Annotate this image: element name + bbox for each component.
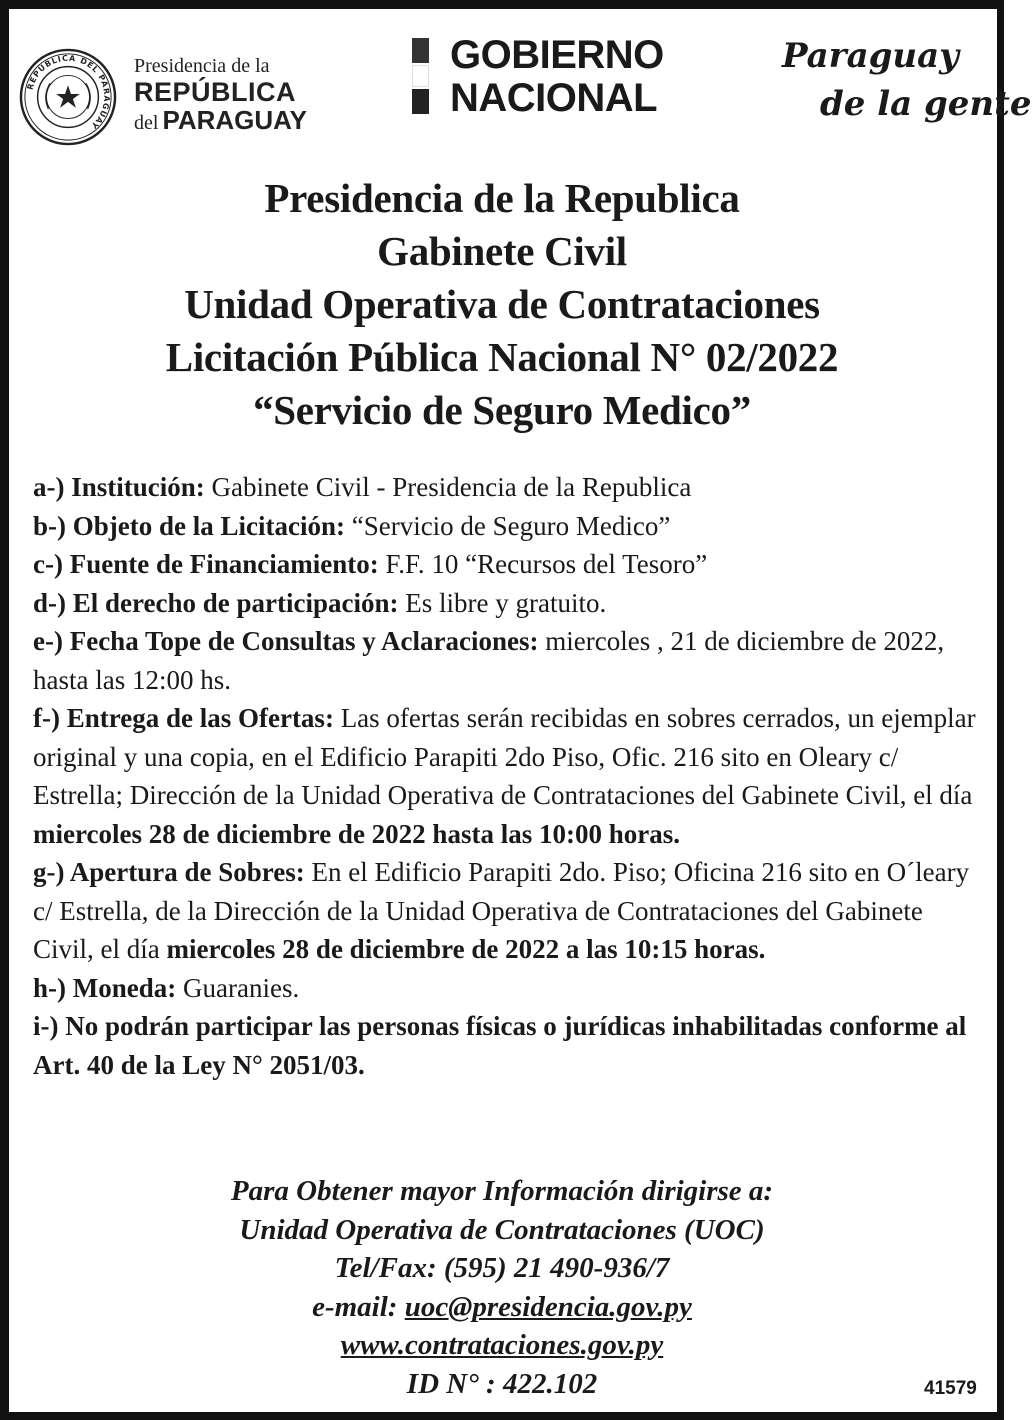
notice-items bbox=[33, 468, 983, 1084]
item-g-date: miercoles 28 de diciembre de 2022 a las 10:15 horas. bbox=[166, 934, 766, 964]
item-c-text: F.F. 10 “Recursos del Tesoro” bbox=[378, 549, 708, 579]
item-f-label: f-) Entrega de las Ofertas: bbox=[33, 703, 334, 733]
item-b-text: “Servicio de Seguro Medico” bbox=[344, 510, 671, 541]
item-c bbox=[33, 545, 983, 584]
notice-title bbox=[0, 172, 1004, 437]
item-h bbox=[33, 969, 983, 1008]
presidencia-logo bbox=[134, 56, 307, 133]
gobierno-logo-line1: GOBIERNO bbox=[450, 33, 664, 77]
ad-number: 41579 bbox=[924, 1378, 977, 1399]
item-f-date: miercoles 28 de diciembre de 2022 hasta las 10:00 horas. bbox=[33, 818, 680, 849]
item-d bbox=[33, 584, 983, 623]
footer-website-link[interactable]: www.contrataciones.gov.py bbox=[340, 1329, 664, 1361]
footer-line2: Unidad Operativa de Contrataciones (UOC) bbox=[239, 1213, 765, 1246]
item-a bbox=[33, 468, 983, 507]
gobierno-flag-icon bbox=[412, 38, 429, 114]
presidencia-logo-paraguay: PARAGUAY bbox=[162, 105, 307, 135]
title-line4: Licitación Pública Nacional N° 02/2022 bbox=[165, 334, 839, 380]
paraguay-logo-line2: de la gente bbox=[820, 84, 1032, 124]
footer-email-link[interactable]: uoc@presidencia.gov.py bbox=[404, 1290, 692, 1323]
footer-email-row bbox=[0, 1288, 1004, 1327]
item-i bbox=[33, 1007, 983, 1084]
item-c-label: c-) Fuente de Financiamiento: bbox=[33, 549, 379, 579]
gobierno-nacional-logo bbox=[450, 34, 664, 120]
presidencia-logo-line3 bbox=[134, 107, 307, 133]
item-e-label: e-) Fecha Tope de Consultas y Aclaraciones: bbox=[33, 626, 539, 656]
item-d-text: Es libre y gratuito. bbox=[398, 587, 607, 618]
item-b-label: b-) Objeto de la Licitación: bbox=[33, 510, 345, 541]
title-line3: Unidad Operativa de Contrataciones bbox=[184, 281, 820, 327]
item-i-label: i-) No podrán participar las personas físicas o jurídicas inhabilitadas conforme al Art. 40 de la Ley N° 2051/03. bbox=[33, 1011, 967, 1080]
footer-website-row bbox=[0, 1326, 1004, 1365]
footer-line1: Para Obtener mayor Información dirigirse a: bbox=[230, 1175, 774, 1207]
presidencia-logo-line2: REPÚBLICA bbox=[134, 77, 297, 107]
title-line2: Gabinete Civil bbox=[377, 228, 627, 274]
gobierno-logo-line2: NACIONAL bbox=[450, 76, 658, 120]
item-b bbox=[33, 507, 983, 546]
contact-footer bbox=[0, 1172, 1004, 1403]
item-h-text: Guaranies. bbox=[176, 972, 300, 1003]
item-a-label: a-) Institución: bbox=[33, 472, 205, 502]
footer-phone: Tel/Fax: (595) 21 490-936/7 bbox=[334, 1252, 670, 1284]
footer-email-label: e-mail: bbox=[312, 1290, 405, 1323]
national-seal-icon bbox=[19, 48, 117, 146]
item-g bbox=[33, 853, 983, 969]
footer-id: ID N° : 422.102 bbox=[406, 1367, 598, 1400]
item-e-text: miercoles , 21 de diciembre de 2022, hasta las 12:00 hs. bbox=[33, 626, 945, 695]
paraguay-de-la-gente-logo bbox=[776, 36, 1032, 136]
item-d-label: d-) El derecho de participación: bbox=[33, 587, 399, 618]
item-g-text: En el Edificio Parapiti 2do. Piso; Oficina 216 sito en O´leary c/ Estrella, de la Dirección de la Unidad Operativa de Contrataciones del Gabinete Civil, el día bbox=[33, 857, 970, 964]
item-e bbox=[33, 622, 983, 699]
item-f-text: Las ofertas serán recibidas en sobres cerrados, un ejemplar original y una copia, en el Edificio Parapiti 2do Piso, Ofic. 216 sito en Oleary c/ Estrella; Dirección de la Unidad Operativa de Contrataciones del Gabinete Civil, el día bbox=[33, 703, 976, 810]
paraguay-logo-line1: Paraguay bbox=[782, 36, 959, 76]
presidencia-logo-line1: Presidencia de la bbox=[134, 55, 270, 77]
item-f bbox=[33, 699, 983, 853]
seal-text: REPÚBLICA DEL PARAGUAY bbox=[25, 53, 112, 131]
item-h-label: h-) Moneda: bbox=[33, 972, 177, 1003]
presidencia-logo-del: del bbox=[134, 112, 159, 134]
item-g-label: g-) Apertura de Sobres: bbox=[33, 857, 305, 887]
title-line5: “Servicio de Seguro Medico” bbox=[253, 387, 751, 433]
item-a-text: Gabinete Civil - Presidencia de la Republica bbox=[204, 472, 692, 502]
title-line1: Presidencia de la Republica bbox=[264, 175, 740, 221]
